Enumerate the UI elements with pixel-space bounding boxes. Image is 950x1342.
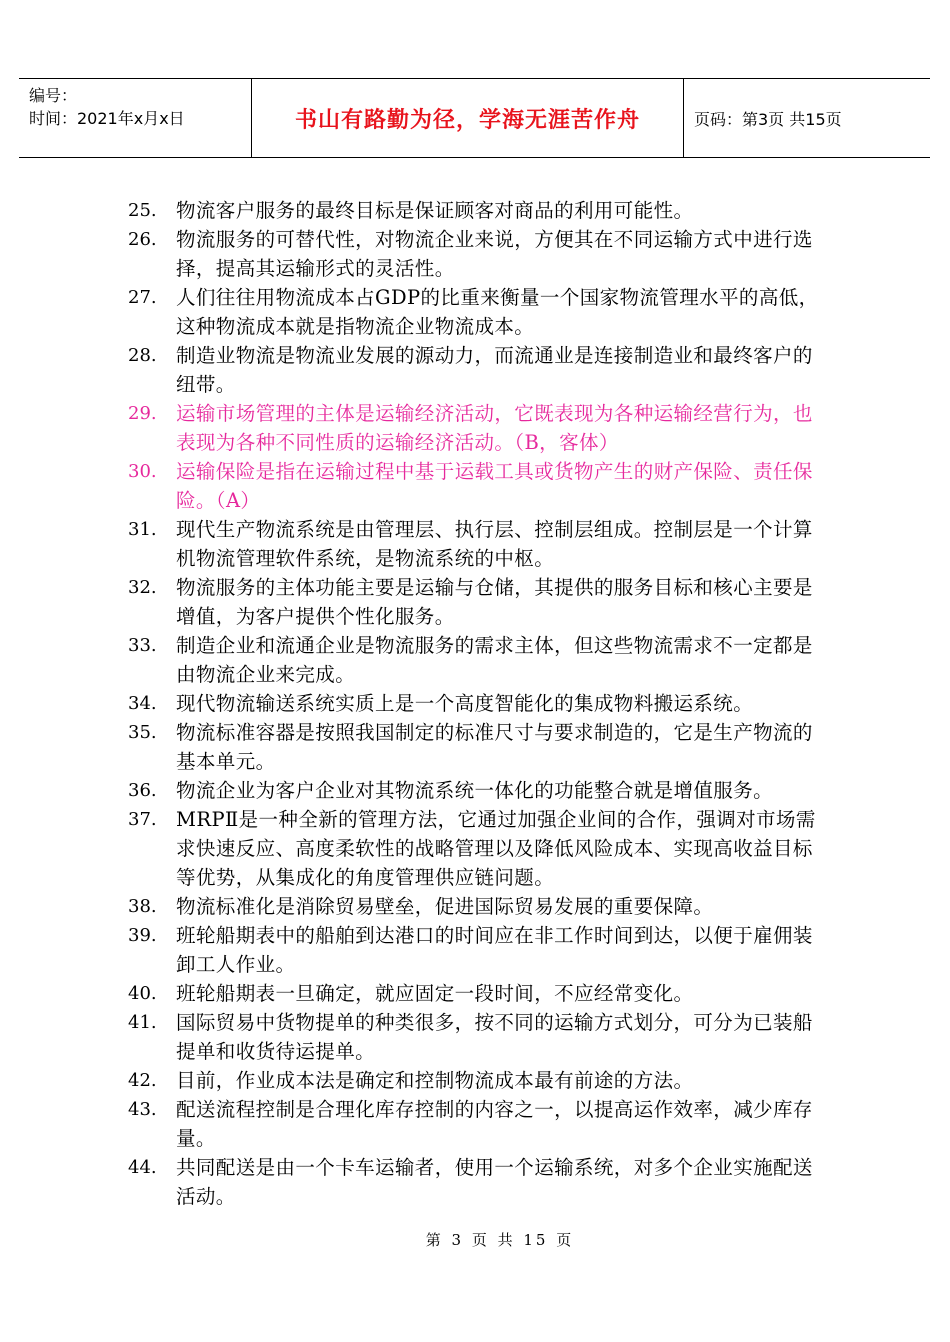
item-text: 现代生产物流系统是由管理层、执行层、控制层组成。控制层是一个计算机物流管理软件系统，是物流系统的中枢。: [176, 518, 813, 570]
item-number: 41.: [128, 1012, 157, 1033]
list-item: [0, 341, 950, 399]
header-motto: 书山有路勤为径，学海无涯苦作舟: [294, 107, 640, 133]
list-item: [0, 718, 950, 776]
item-text: 共同配送是由一个卡车运输者，使用一个运输系统，对多个企业实施配送活动。: [176, 1156, 813, 1208]
item-number: 40.: [128, 983, 157, 1004]
list-item: [0, 573, 950, 631]
item-number: 33.: [128, 635, 157, 656]
item-text: 班轮船期表一旦确定，就应固定一段时间，不应经常变化。: [176, 982, 694, 1005]
item-number: 43.: [128, 1099, 157, 1120]
list-item: [0, 921, 950, 979]
item-number: 36.: [128, 780, 157, 801]
item-text: 国际贸易中货物提单的种类很多，按不同的运输方式划分，可分为已装船提单和收货待运提单。: [176, 1011, 813, 1063]
list-item: [0, 805, 950, 892]
item-number: 26.: [128, 229, 157, 250]
header-page-info: 页码：第3页 共15页: [694, 109, 842, 129]
list-item: [0, 399, 950, 457]
item-text: 物流标准化是消除贸易壁垒，促进国际贸易发展的重要保障。: [176, 895, 714, 918]
document-time-label: 时间：2021年x月x日: [29, 109, 185, 128]
item-number: 42.: [128, 1070, 157, 1091]
question-list: [0, 196, 950, 1211]
item-number: 31.: [128, 519, 157, 540]
item-number: 28.: [128, 345, 157, 366]
list-item: [0, 1008, 950, 1066]
item-text: 运输保险是指在运输过程中基于运载工具或货物产生的财产保险、责任保险。（A）: [176, 460, 813, 512]
list-item: [0, 1153, 950, 1211]
list-item: [0, 515, 950, 573]
list-item: [0, 457, 950, 515]
item-text: 人们往往用物流成本占GDP的比重来衡量一个国家物流管理水平的高低，这种物流成本就是指物流企业物流成本。: [176, 286, 819, 338]
item-text: 现代物流输送系统实质上是一个高度智能化的集成物料搬运系统。: [176, 692, 754, 715]
item-text: 物流客户服务的最终目标是保证顾客对商品的利用可能性。: [176, 199, 694, 222]
item-text: 制造业物流是物流业发展的源动力，而流通业是连接制造业和最终客户的纽带。: [176, 344, 813, 396]
item-text: MRPⅡ是一种全新的管理方法，它通过加强企业间的合作，强调对市场需求快速反应、高度柔软性的战略管理以及降低风险成本、实现高收益目标等优势，从集成化的角度管理供应链问题。: [176, 808, 816, 889]
list-item: [0, 283, 950, 341]
list-item: [0, 892, 950, 921]
list-item: [0, 1095, 950, 1153]
header-motto-cell: [252, 79, 684, 157]
item-number: 27.: [128, 287, 157, 308]
item-number: 39.: [128, 925, 157, 946]
list-item: [0, 631, 950, 689]
item-text: 物流服务的可替代性，对物流企业来说，方便其在不同运输方式中进行选择，提高其运输形式的灵活性。: [176, 228, 813, 280]
header-page-cell: [684, 79, 930, 157]
item-text: 物流服务的主体功能主要是运输与仓储，其提供的服务目标和核心主要是增值，为客户提供个性化服务。: [176, 576, 813, 628]
item-text: 运输市场管理的主体是运输经济活动，它既表现为各种运输经营行为，也表现为各种不同性质的运输经济活动。（B，客体）: [176, 402, 813, 454]
item-number: 44.: [128, 1157, 157, 1178]
list-item: [0, 979, 950, 1008]
item-text: 制造企业和流通企业是物流服务的需求主体，但这些物流需求不一定都是由物流企业来完成。: [176, 634, 813, 686]
item-text: 目前，作业成本法是确定和控制物流成本最有前途的方法。: [176, 1069, 694, 1092]
item-number: 37.: [128, 809, 157, 830]
item-number: 30.: [128, 461, 157, 482]
document-number-label: 编号：: [29, 86, 78, 105]
item-text: 物流标准容器是按照我国制定的标准尺寸与要求制造的，它是生产物流的基本单元。: [176, 721, 813, 773]
list-item: [0, 225, 950, 283]
item-text: 配送流程控制是合理化库存控制的内容之一，以提高运作效率，减少库存量。: [176, 1098, 813, 1150]
list-item: [0, 1066, 950, 1095]
item-number: 29.: [128, 403, 157, 424]
item-number: 35.: [128, 722, 157, 743]
item-number: 32.: [128, 577, 157, 598]
list-item: [0, 196, 950, 225]
item-number: 25.: [128, 200, 157, 221]
list-item: [0, 776, 950, 805]
header-meta-cell: [19, 79, 252, 157]
page-footer: 第 3 页 共 15 页: [425, 1231, 575, 1249]
item-text: 物流企业为客户企业对其物流系统一体化的功能整合就是增值服务。: [176, 779, 774, 802]
item-number: 38.: [128, 896, 157, 917]
item-text: 班轮船期表中的船舶到达港口的时间应在非工作时间到达，以便于雇佣装卸工人作业。: [176, 924, 813, 976]
item-number: 34.: [128, 693, 157, 714]
list-item: [0, 689, 950, 718]
header-table: [19, 78, 930, 158]
